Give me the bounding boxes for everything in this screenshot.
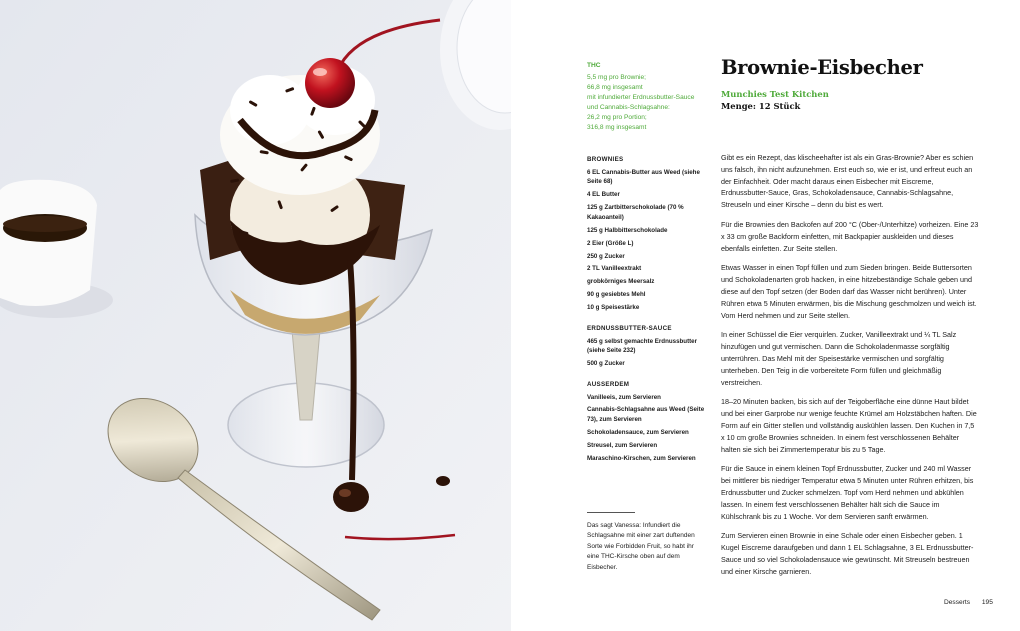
- ingredient-group-heading: ERDNUSSBUTTER-SAUCE: [587, 324, 672, 332]
- method-paragraph: Etwas Wasser in einen Topf füllen und zum Sieden bringen. Beide Buttersorten und Schokoladenarten grob hacken, in eine hitzebeständige Schale geben und diese auf den Topf setzen (der Boden darf das Wasser nicht berühren). Unter Rühren etwa 5 Minuten erwärmen, bis die Mischung geschmolzen und weich ist. Vom Herd nehmen und zur Seite stellen.: [721, 263, 977, 320]
- method-paragraph: Für die Brownies den Backofen auf 200 °C (Ober-/Unterhitze) vorheizen. Eine 23 x 33 cm große Backform einfetten, mit Backpapier auskleiden und dieses ebenfalls einfetten. Zur Seite stellen.: [721, 219, 979, 253]
- ingredient-item: 125 g Halbbitterschokolade: [587, 226, 668, 234]
- ingredient-item: 4 EL Butter: [587, 191, 620, 199]
- recipe-title: Brownie-Eisbecher: [721, 56, 923, 79]
- method-paragraph: Gibt es ein Rezept, das klischeehafter ist als ein Gras-Brownie? Aber es schien uns falsch, ihn nicht aufzunehmen. Erst euch so, wie er ist, und erfreut euch an der Einfachheit. Oder macht daraus einen Eisbecher mit Eiscreme, Erdnussbutter-Sauce, Gras, Schokoladensauce, Cannabis-Schlagsahne, Streuseln und einer Kirsche – denn du bist es wert.: [721, 153, 974, 210]
- ingredient-list: [587, 155, 709, 475]
- chocolate-drop: [436, 476, 450, 486]
- method-text: [721, 152, 979, 586]
- method-paragraph: Zum Servieren einen Brownie in eine Schale oder einen Eisbecher geben. 1 Kugel Eiscreme daraufgeben und dann 1 EL Schlagsahne, 3 EL Erdnussbutter-Sauce und so viel Schokoladensauce wie gewünscht. Mit Streuseln bestreuen und einer Kirsche garnieren.: [721, 531, 974, 576]
- ingredient-group: [587, 324, 709, 369]
- thc-line: 5,5 mg pro Brownie;: [587, 74, 647, 81]
- ingredient-group: [587, 380, 709, 464]
- ingredient-item: 2 Eier (Größe L): [587, 239, 634, 247]
- ingredient-item: 90 g gesiebtes Mehl: [587, 291, 646, 299]
- ingredient-item: Vanilleeis, zum Servieren: [587, 393, 661, 401]
- thc-line: 66,8 mg insgesamt: [587, 84, 643, 91]
- ingredient-item: 6 EL Cannabis-Butter aus Weed (siehe Seite 68): [587, 168, 700, 186]
- ingredient-item: 2 TL Vanilleextrakt: [587, 265, 642, 273]
- note-divider: [587, 512, 635, 513]
- ingredient-item: 465 g selbst gemachte Erdnussbutter (siehe Seite 232): [587, 337, 698, 355]
- recipe-yield: Menge: 12 Stück: [721, 101, 801, 111]
- ingredient-group: [587, 155, 709, 313]
- page-number: 195: [981, 599, 993, 606]
- thc-line: 26,2 mg pro Portion;: [587, 114, 647, 121]
- ingredient-item: 125 g Zartbitterschokolade (70 % Kakaoanteil): [587, 204, 684, 221]
- method-paragraph: Für die Sauce in einem kleinen Topf Erdnussbutter, Zucker und 240 ml Wasser bei mittlerer bis niedriger Temperatur etwa 5 Minuten unter Rühren erhitzen, bis Erdnussbutter und Zucker schmelzen. Topf vom Herd nehmen und abkühlen lassen. In einem fest verschlossenen Behälter hält sich die Sauce im Kühlschrank bis zu 1 Woche. Vor dem Servieren sanft erwärmen.: [721, 464, 974, 521]
- ingredient-item: Schokoladensauce, zum Servieren: [587, 429, 689, 437]
- thc-line: mit infundierter Erdnussbutter-Sauce und Cannabis-Schlagsahne:: [587, 94, 695, 111]
- thc-line: 316,8 mg insgesamt: [587, 124, 647, 131]
- method-paragraph: 18–20 Minuten backen, bis sich auf der Teigoberfläche eine dünne Haut bildet und bei einer Garprobe nur wenige feuchte Krümel am Holzstäbchen haften. Die Form auf ein Gitter stellen und vollständig auskühlen lassen. Den Kuchen in 7,5 x 10 cm große Brownies schneiden. In einem fest verschlossenen Behälter halten sie sich bei Zimmertemperatur bis zu 5 Tage.: [721, 397, 977, 454]
- ingredient-item: Streusel, zum Servieren: [587, 441, 658, 449]
- recipe-page: [511, 0, 1020, 631]
- ingredient-item: 10 g Speisestärke: [587, 304, 640, 312]
- thc-title: THC: [587, 62, 601, 69]
- ingredient-group-heading: AUSSERDEM: [587, 380, 630, 388]
- page-footer: [944, 599, 1003, 606]
- ingredient-group-heading: BROWNIES: [587, 156, 624, 163]
- footer-section: Desserts: [944, 599, 971, 606]
- thc-info: [587, 61, 707, 133]
- ingredient-item: 250 g Zucker: [587, 252, 625, 260]
- ingredient-item: 500 g Zucker: [587, 360, 625, 368]
- ingredient-item: Cannabis-Schlagsahne aus Weed (Seite 73), zum Servieren: [587, 406, 705, 424]
- method-paragraph: In einer Schüssel die Eier verquirlen. Zucker, Vanilleextrakt und ¼ TL Salz hinzufügen und gut vermischen. Dann die Schokoladenmasse sorgfältig unterrühren. Das Mehl mit der Speisestärke vermischen und sorgfältig unterheben. Den Teig in die vorbereitete Form füllen und gleichmäßig verstreichen.: [721, 330, 957, 387]
- tip-note: Das sagt Vanessa: Infundiert die Schlagsahne mit einer zart duftenden Sorte wie Forbidden Fruit, so habt ihr eine THC-Kirsche oben auf dem Eisbecher.: [587, 522, 695, 571]
- ingredient-item: grobkörniges Meersalz: [587, 278, 655, 286]
- recipe-source: Munchies Test Kitchen: [721, 89, 829, 99]
- ingredient-item: Maraschino-Kirschen, zum Servieren: [587, 454, 696, 462]
